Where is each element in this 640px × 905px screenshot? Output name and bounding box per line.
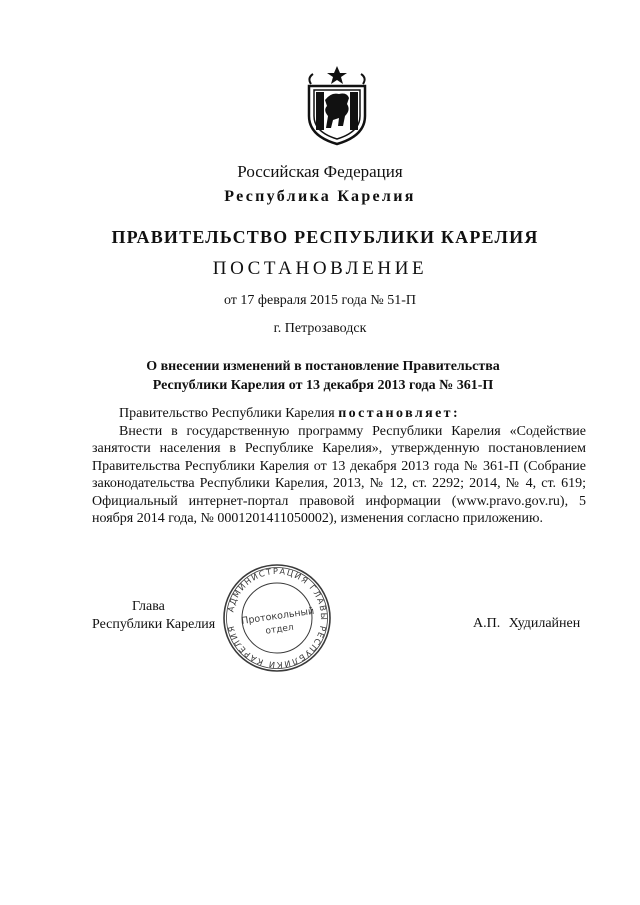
resolution-paragraph: Внести в государственную программу Республики Карелия «Содействие занятости населения в Республике Карелия», утвержденную постановлением Правительства Республики Карелия от 13 декабря 2013 года № 361-П (Собрание законодательства Республики Карелия, 2013, № 12, ст. 2292; 2014, № 4, ст. 619; Официальный интернет-портал правовой информации (www.pravo.gov.ru), 5 ноября 2014 года, № 0001201411050002), изменения согласно приложению. — [92, 424, 586, 527]
resolves-prefix: Правительство Республики Карелия — [119, 406, 339, 421]
coat-of-arms-icon — [301, 64, 373, 146]
signatory-title-line-1: Глава — [132, 599, 165, 614]
date-number: от 17 февраля 2015 года № 51-П — [223, 293, 417, 308]
document-subject — [3, 357, 640, 395]
city: г. Петрозаводск — [273, 321, 367, 336]
stamp-inner-line-1: Протокольный — [240, 605, 315, 627]
government-title: ПРАВИТЕЛЬСТВО РЕСПУБЛИКИ КАРЕЛИЯ — [111, 227, 539, 247]
country-title: Российская Федерация — [237, 162, 403, 181]
document-type: ПОСТАНОВЛЕНИЕ — [212, 258, 428, 279]
official-stamp — [221, 562, 333, 674]
stamp-inner-line-2: отдел — [264, 622, 295, 637]
resolves-word: постановляет: — [338, 406, 461, 421]
signatory-title-line-2: Республики Карелия — [92, 617, 216, 632]
stamp-ring-text: АДМИНИСТРАЦИЯ ГЛАВЫ РЕСПУБЛИКИ КАРЕЛИЯ — [225, 565, 330, 671]
signatory-name: А.П. Худилайнен — [473, 616, 581, 631]
resolution-intro — [92, 405, 586, 422]
signatory-title — [92, 598, 215, 634]
subject-line-2: Республики Карелия от 13 декабря 2013 года № 361-П — [152, 378, 494, 393]
subject-line-1: О внесении изменений в постановление Правительства — [146, 359, 500, 374]
republic-title: Республика Карелия — [224, 188, 416, 205]
